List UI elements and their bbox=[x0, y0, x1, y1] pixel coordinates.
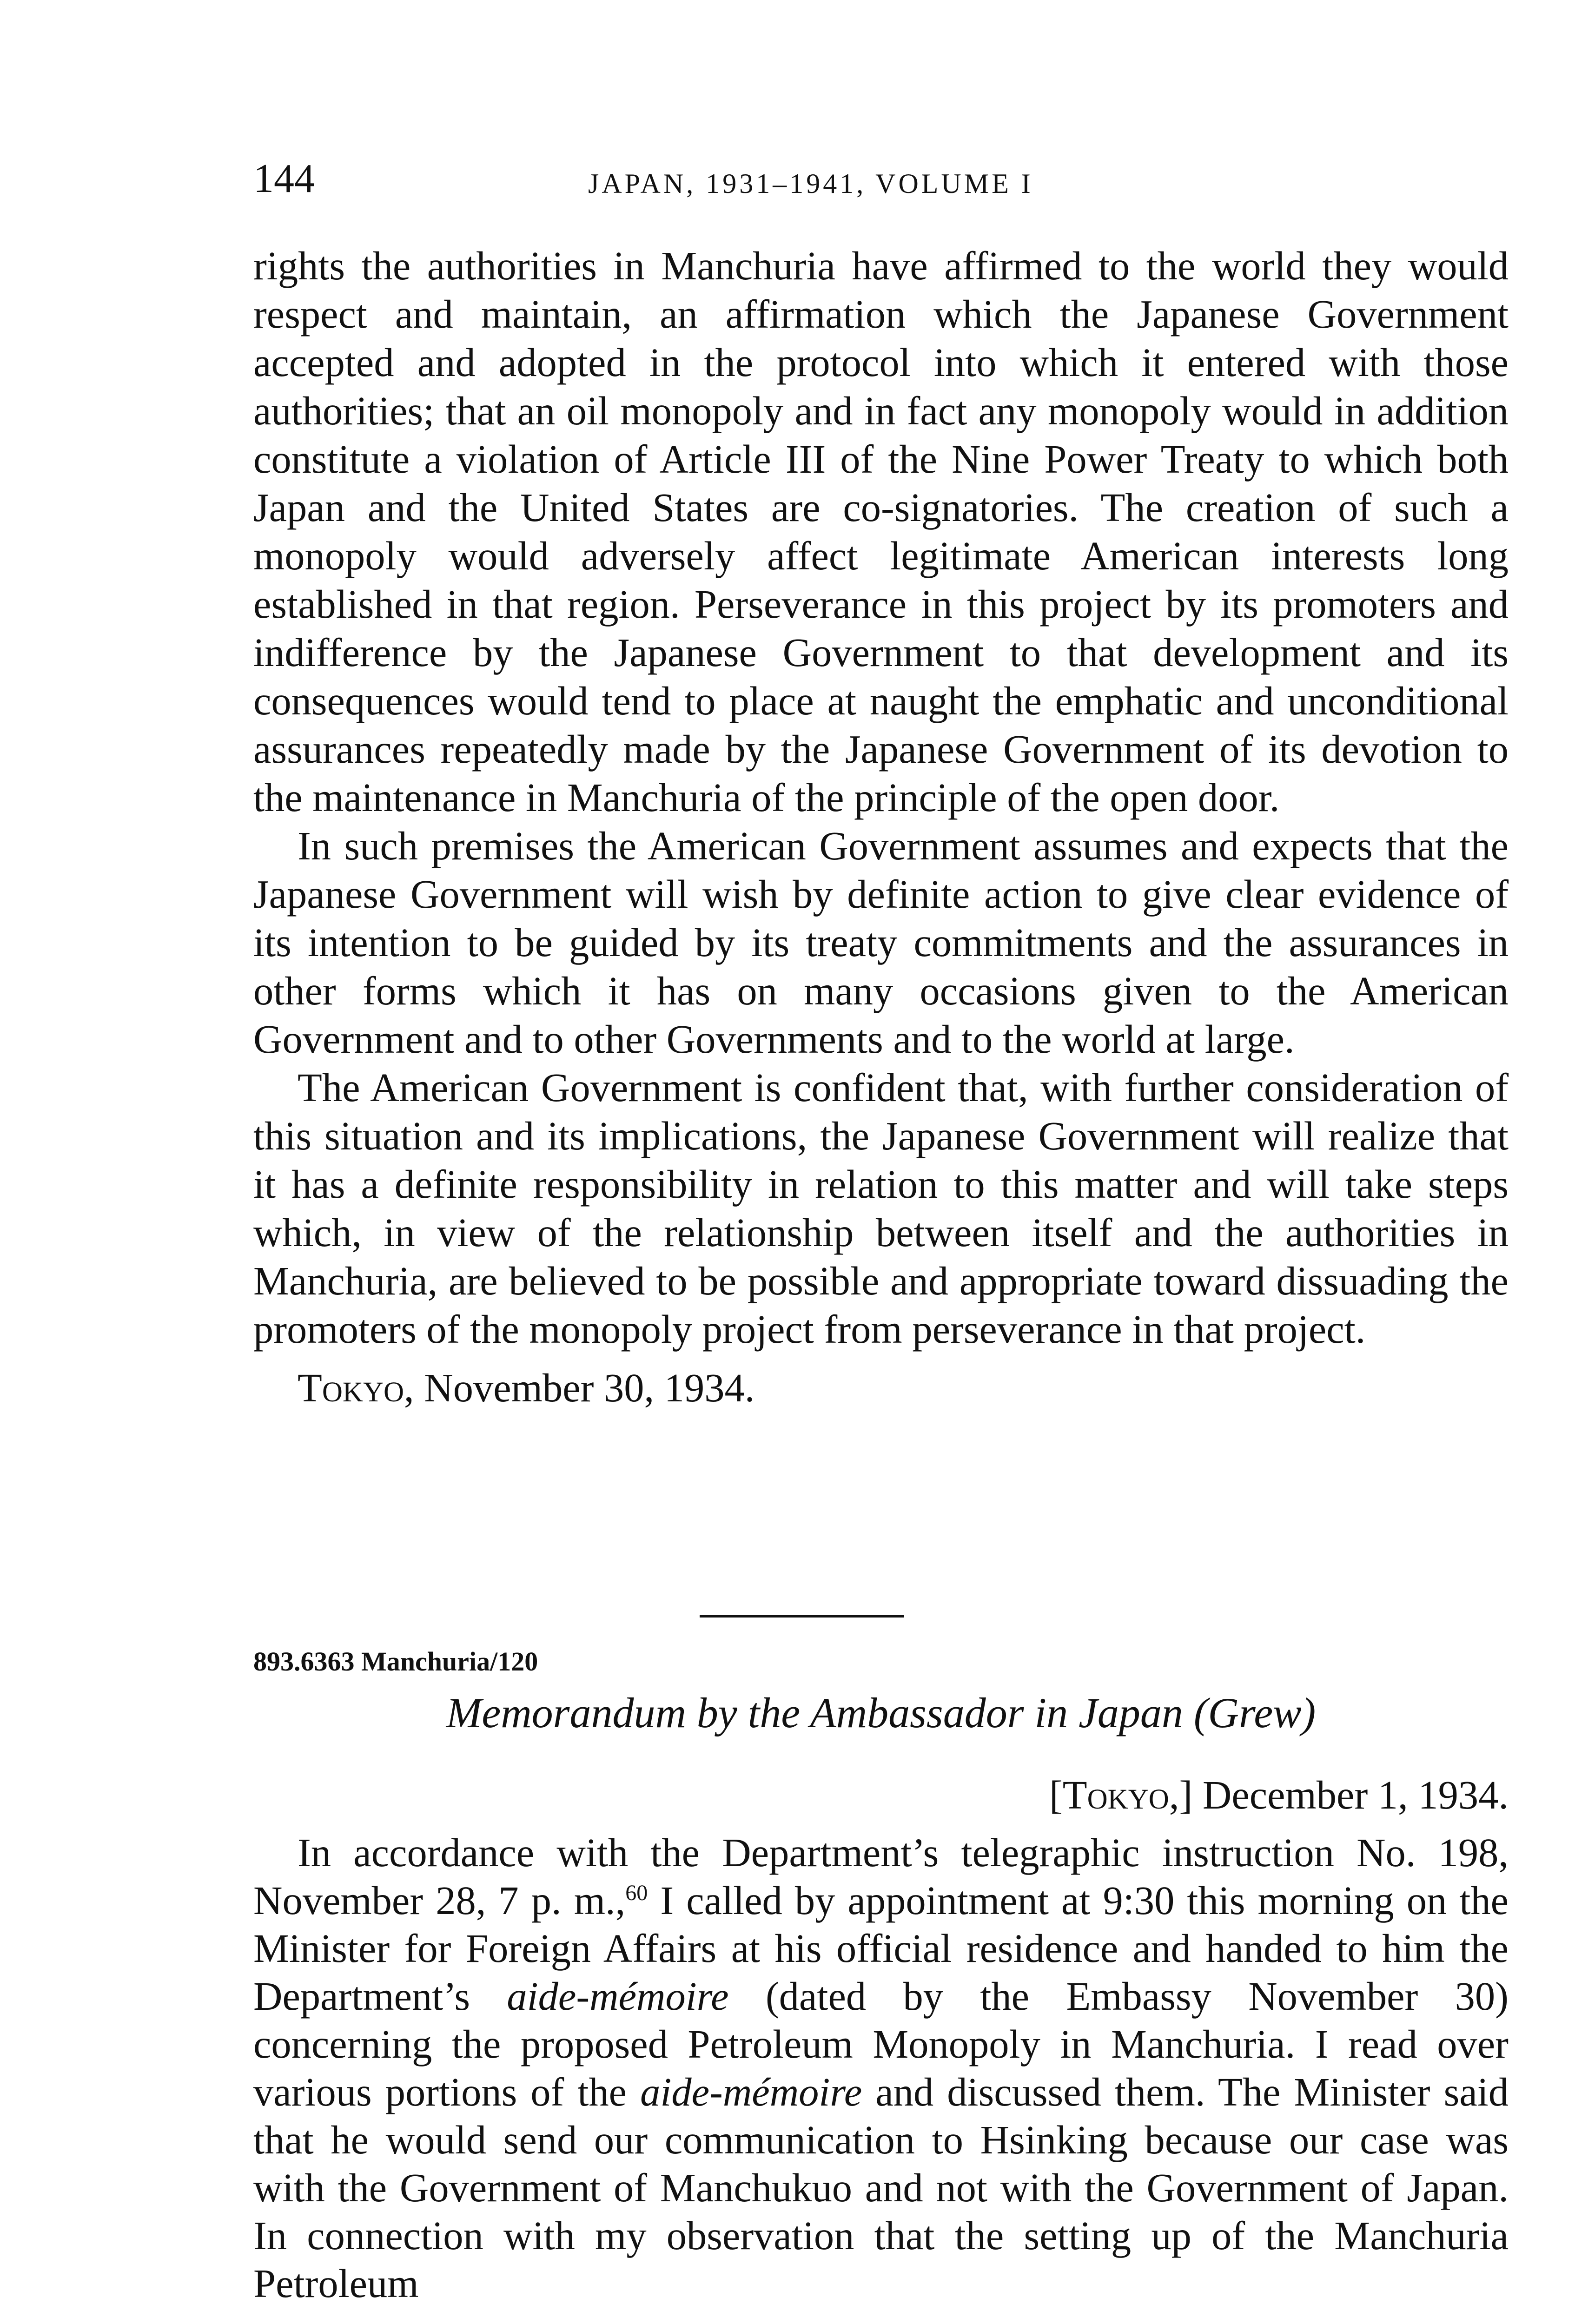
memo-date-rest: ,] December 1, 1934. bbox=[1169, 1773, 1509, 1817]
page-number: 144 bbox=[253, 156, 315, 201]
dateline-date: , November 30, 1934. bbox=[404, 1366, 755, 1410]
page-header bbox=[253, 153, 1499, 205]
memo-paragraph bbox=[253, 1829, 1509, 2308]
footnote-reference[interactable]: 60 bbox=[625, 1881, 648, 1906]
continued-text bbox=[253, 242, 1509, 1412]
memo-title: Memorandum by the Ambassador in Japan (Grew) bbox=[446, 1689, 1316, 1736]
memo-date-open: [ bbox=[1049, 1773, 1063, 1817]
aide-memoire-term: aide-mémoire bbox=[507, 1974, 729, 2019]
memo-text-part-c: (dated by the Embassy November 30) concerning the proposed Petroleum Monopoly in Manchuria. I read over various portions of the bbox=[253, 1974, 1509, 2114]
memo-date-place: Tokyo bbox=[1062, 1773, 1169, 1817]
memo-body bbox=[253, 1829, 1509, 2308]
memo-date bbox=[253, 1771, 1509, 1819]
dateline-place: Tokyo bbox=[298, 1366, 404, 1410]
paragraph-continued: rights the authorities in Manchuria have affirmed to the world they would respect and maintain, an affirmation which the Japanese Government accepted and adopted in the protocol into which it entered with those authorities; that an oil monopoly and in fact any monopoly would in addition constitute a violation of Article III of the Nine Power Treaty to which both Japan and the United States are co-signatories. The creation of such a monopoly would adversely affect legitimate American interests long established in that region. Perseverance in this project by its promoters and indifference by the Japanese Government to that development and its consequences would tend to place at naught the emphatic and unconditional assurances repeatedly made by the Japanese Government of its devotion to the maintenance in Manchuria of the principle of the open door. bbox=[253, 244, 1509, 820]
running-head: JAPAN, 1931–1941, VOLUME I bbox=[588, 168, 1033, 199]
memo-text-part-a: In accordance with the Department’s telegraphic instruction No. 198, November 28, 7 p. m., bbox=[253, 1830, 1509, 1923]
memo-text-part-d: and discussed them. The Minister said that he would send our communication to Hsinking because our case was with the Government of Manchukuo and not with the Government of Japan. In connection with my observation that the setting up of the Manchuria Petroleum bbox=[253, 2070, 1509, 2306]
paragraph-confidence: The American Government is confident that, with further consideration of this situation and its implications, the Japanese Government will realize that it has a definite responsibility in relation to this matter and will take steps which, in view of the relationship between itself and the authorities in Manchuria, are believed to be possible and appropriate toward dissuading the promoters of the monopoly project from perseverance in that project. bbox=[253, 1065, 1509, 1352]
file-number: 893.6363 Manchuria/120 bbox=[253, 1646, 538, 1677]
dateline bbox=[253, 1364, 1509, 1412]
memo-text-part-b: I called by appointment at 9:30 this morning on the Minister for Foreign Affairs at his official residence and handed to him the Department’s bbox=[253, 1878, 1509, 2019]
section-divider bbox=[700, 1615, 904, 1618]
aide-memoire-term: aide-mémoire bbox=[640, 2070, 862, 2114]
paragraph-premises: In such premises the American Government assumes and expects that the Japanese Government will wish by definite action to give clear evidence of its intention to be guided by its treaty commitments and the assurances in other forms which it has on many occasions given to the American Government and to other Governments and to the world at large. bbox=[253, 824, 1509, 1062]
